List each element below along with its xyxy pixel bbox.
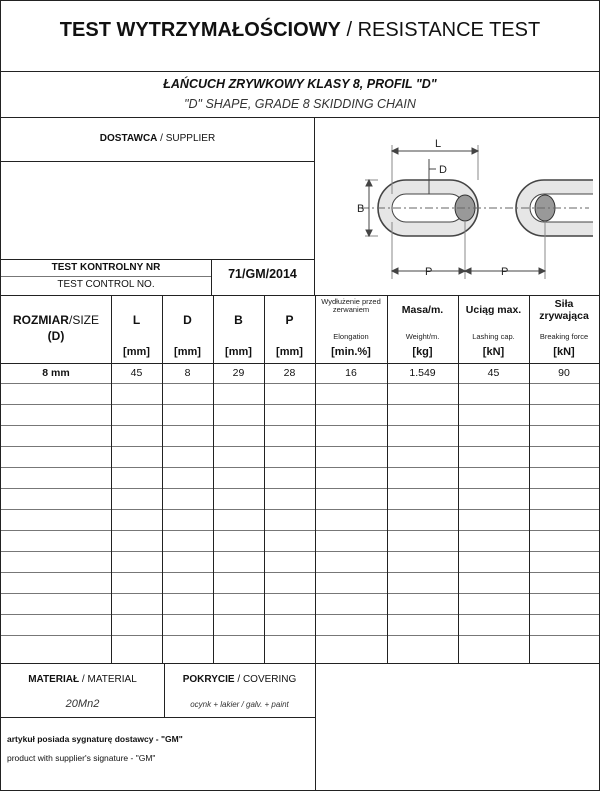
- diagram-label-l: L: [435, 138, 442, 150]
- cell-l: 45: [130, 367, 143, 379]
- chain-link-diagram: [331, 129, 593, 287]
- col-unit-breaking: [kN]: [553, 346, 575, 358]
- col-header-b: B: [234, 313, 243, 327]
- col-unit-d: [mm]: [174, 346, 201, 358]
- col-unit-mass: [kg]: [412, 346, 433, 358]
- cell-elongation: 16: [345, 367, 357, 379]
- supplier-label: DOSTAWCA / SUPPLIER: [99, 133, 216, 144]
- col-header-l: L: [132, 313, 141, 327]
- col-header-d: D: [183, 313, 192, 327]
- test-control-label-pl: TEST KONTROLNY NR: [51, 262, 161, 273]
- col-header-elongation-pl: Wydłużenie przed zerwaniem: [321, 297, 381, 314]
- col-header-elongation-en: Elongation: [333, 332, 369, 341]
- col-header-mass-en: Weight/m.: [405, 332, 440, 341]
- col-header-breaking-en: Breaking force: [539, 332, 589, 341]
- cell-p: 28: [283, 367, 296, 379]
- table-body: [1, 363, 599, 663]
- divider: [1, 276, 211, 277]
- signature-note-pl: artykuł posiada sygnaturę dostawcy - "GM": [7, 734, 183, 744]
- page-title: TEST WYTRZYMAŁOŚCIOWY / RESISTANCE TEST: [59, 19, 541, 41]
- test-control-label-en: TEST CONTROL NO.: [57, 279, 155, 290]
- size-header-d: (D): [47, 329, 65, 343]
- divider: [314, 117, 315, 295]
- cell-breaking: 90: [558, 367, 570, 379]
- cell-d: 8: [184, 367, 191, 379]
- test-control-number: 71/GM/2014: [228, 267, 297, 281]
- diagram-label-p2: P: [501, 266, 509, 278]
- material-value: 20Mn2: [65, 698, 100, 710]
- cell-size: 8 mm: [42, 367, 70, 379]
- diagram-label-b: B: [357, 203, 365, 215]
- covering-value: ocynk + lakier / galv. + paint: [190, 700, 289, 709]
- col-header-lashing-en: Lashing cap.: [472, 332, 515, 341]
- subtitle-english: "D" SHAPE, GRADE 8 SKIDDING CHAIN: [184, 97, 416, 111]
- col-unit-b: [mm]: [225, 346, 252, 358]
- divider: [1, 117, 599, 118]
- col-header-p: P: [285, 313, 294, 327]
- covering-label: POKRYCIE / COVERING: [182, 674, 297, 685]
- col-unit-lashing: [kN]: [482, 346, 505, 358]
- cell-b: 29: [232, 367, 245, 379]
- diagram-label-d: D: [439, 164, 447, 176]
- divider: [1, 717, 315, 718]
- divider: [1, 663, 599, 664]
- col-header-breaking-pl: Siła zrywająca: [539, 298, 589, 322]
- col-unit-elongation: [min.%]: [331, 346, 371, 358]
- cell-lashing: 45: [487, 367, 500, 379]
- divider: [1, 71, 599, 72]
- size-header: ROZMIAR/SIZE: [12, 313, 99, 327]
- table-header: [1, 295, 599, 363]
- supplier-field[interactable]: [2, 162, 314, 259]
- diagram-label-p1: P: [425, 266, 433, 278]
- col-header-mass-pl: Masa/m.: [401, 304, 444, 316]
- divider: [1, 259, 314, 260]
- col-header-lashing-pl: Uciąg max.: [465, 304, 522, 316]
- subtitle-polish: ŁAŃCUCH ZRYWKOWY KLASY 8, PROFIL "D": [163, 77, 437, 91]
- col-unit-l: [mm]: [123, 346, 150, 358]
- table-row: [1, 363, 599, 383]
- material-label: MATERIAŁ / MATERIAL: [28, 674, 137, 685]
- col-unit-p: [mm]: [276, 346, 303, 358]
- signature-note-en: product with supplier's signature - "GM": [7, 753, 156, 763]
- cell-mass: 1.549: [409, 367, 436, 379]
